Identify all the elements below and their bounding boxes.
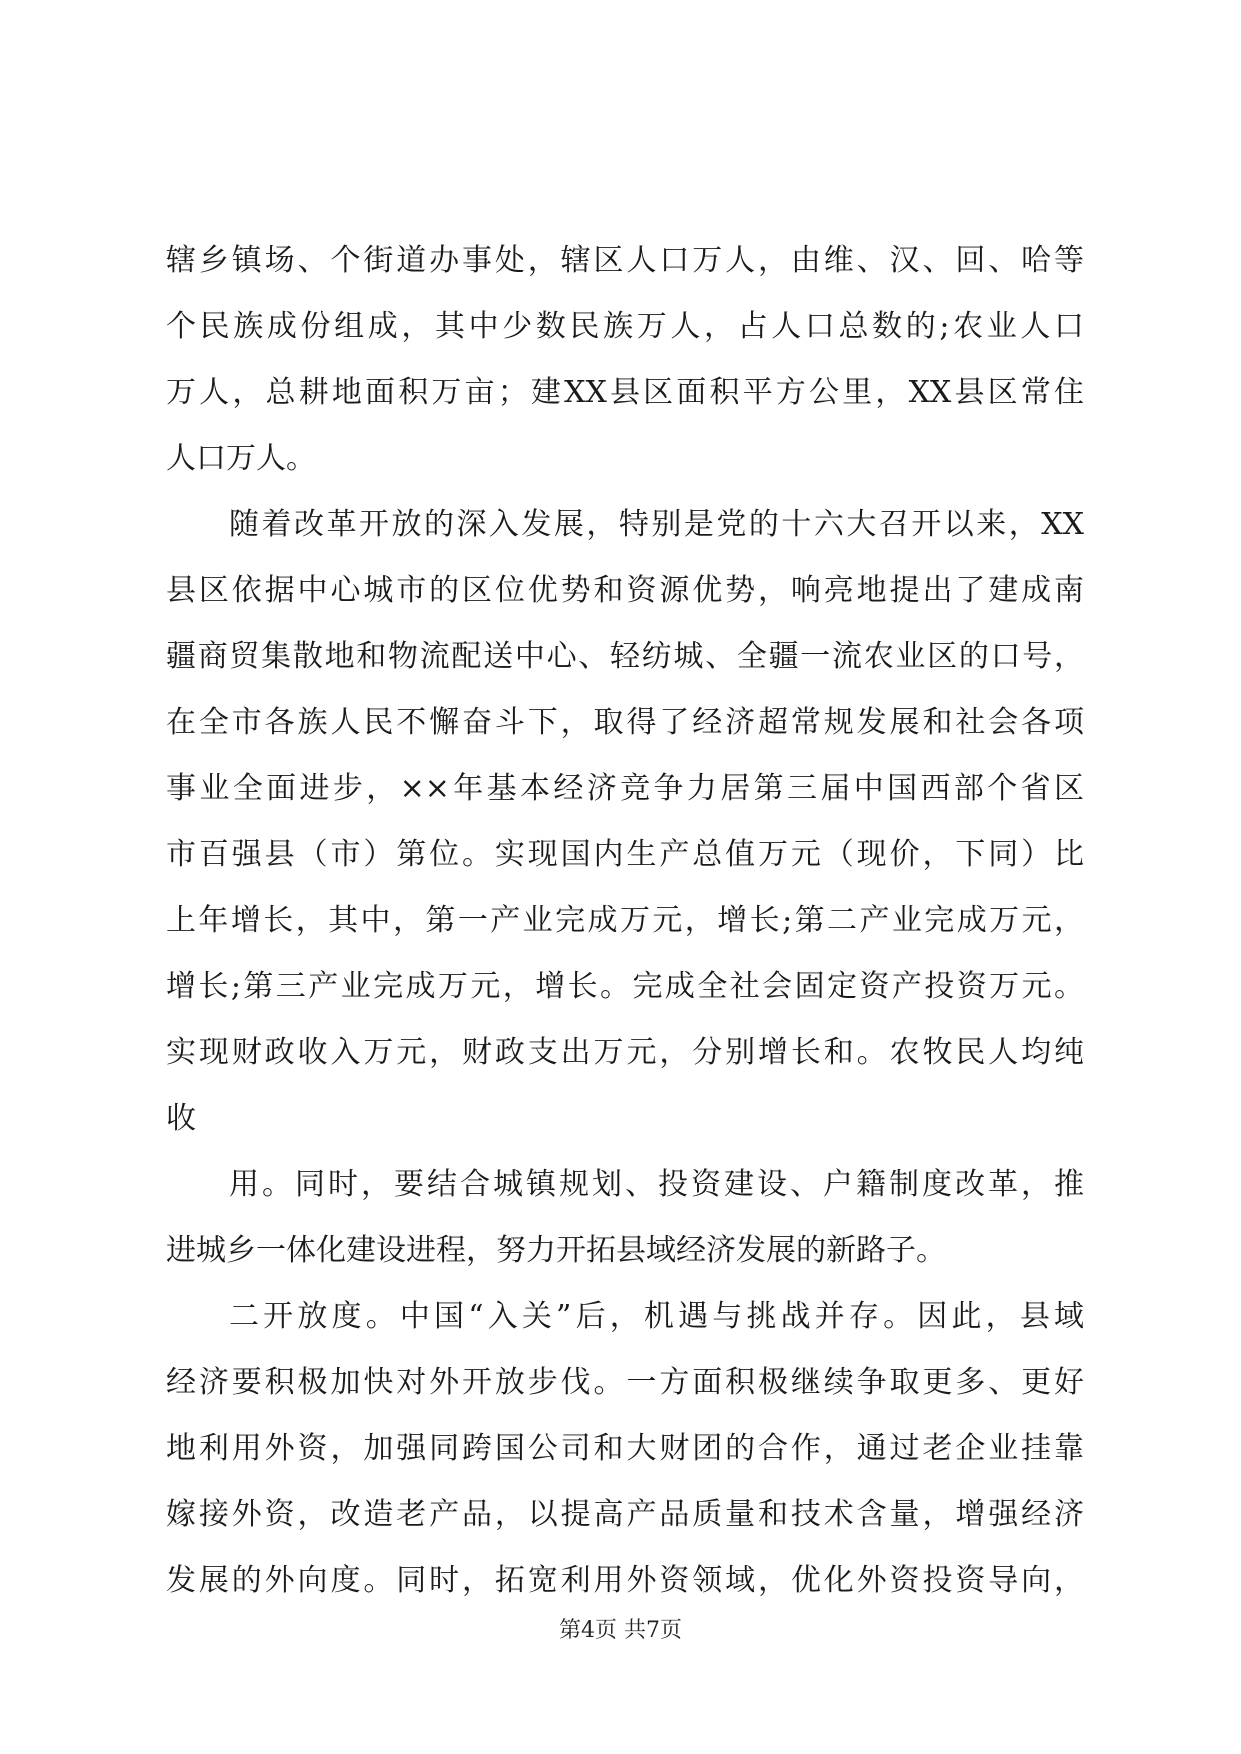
- text-line: 县区依据中心城市的区位优势和资源优势，响亮地提出了建成南: [166, 573, 1084, 608]
- text-line: 实现财政收入万元，财政支出万元，分别增长和。农牧民人均纯: [166, 1035, 1084, 1070]
- body-text: [166, 228, 1084, 1614]
- text-line: 收: [166, 1101, 196, 1136]
- text-line: 在全市各族人民不懈奋斗下，取得了经济超常规发展和社会各项: [166, 705, 1084, 740]
- text-line: 进城乡一体化建设进程，努力开拓县域经济发展的新路子。: [166, 1233, 946, 1268]
- text-line: 嫁接外资，改造老产品，以提高产品质量和技术含量，增强经济: [166, 1497, 1084, 1532]
- paragraph-first-line: 用。同时，要结合城镇规划、投资建设、户籍制度改革，推: [229, 1167, 1084, 1202]
- text-line: 市百强县（市）第位。实现国内生产总值万元（现价，下同）比: [166, 837, 1084, 872]
- paragraph-first-line: 随着改革开放的深入发展，特别是党的十六大召开以来，XX: [229, 507, 1084, 542]
- text-line: 人口万人。: [166, 441, 316, 476]
- text-line: 辖乡镇场、个街道办事处，辖区人口万人，由维、汉、回、哈等: [166, 243, 1084, 278]
- text-line: 疆商贸集散地和物流配送中心、轻纺城、全疆一流农业区的口号，: [166, 639, 1084, 674]
- page-footer: [0, 1616, 1241, 1646]
- text-line: 上年增长，其中，第一产业完成万元，增长;第二产业完成万元，: [166, 903, 1084, 938]
- text-line: 地利用外资，加强同跨国公司和大财团的合作，通过老企业挂靠: [166, 1431, 1084, 1466]
- text-line: 经济要积极加快对外开放步伐。一方面积极继续争取更多、更好: [166, 1365, 1084, 1400]
- text-line: 事业全面进步，××年基本经济竞争力居第三届中国西部个省区: [166, 771, 1084, 806]
- text-line: 万人，总耕地面积万亩；建XX县区面积平方公里，XX县区常住: [166, 375, 1084, 410]
- text-line: 增长;第三产业完成万元，增长。完成全社会固定资产投资万元。: [166, 969, 1084, 1004]
- text-line: 个民族成份组成，其中少数民族万人，占人口总数的;农业人口: [166, 309, 1084, 344]
- page-number: 第4页 共7页: [559, 1618, 682, 1643]
- paragraph-first-line: 二开放度。中国“入关”后，机遇与挑战并存。因此，县域: [229, 1299, 1084, 1334]
- text-line: 发展的外向度。同时，拓宽利用外资领域，优化外资投资导向，: [166, 1563, 1084, 1598]
